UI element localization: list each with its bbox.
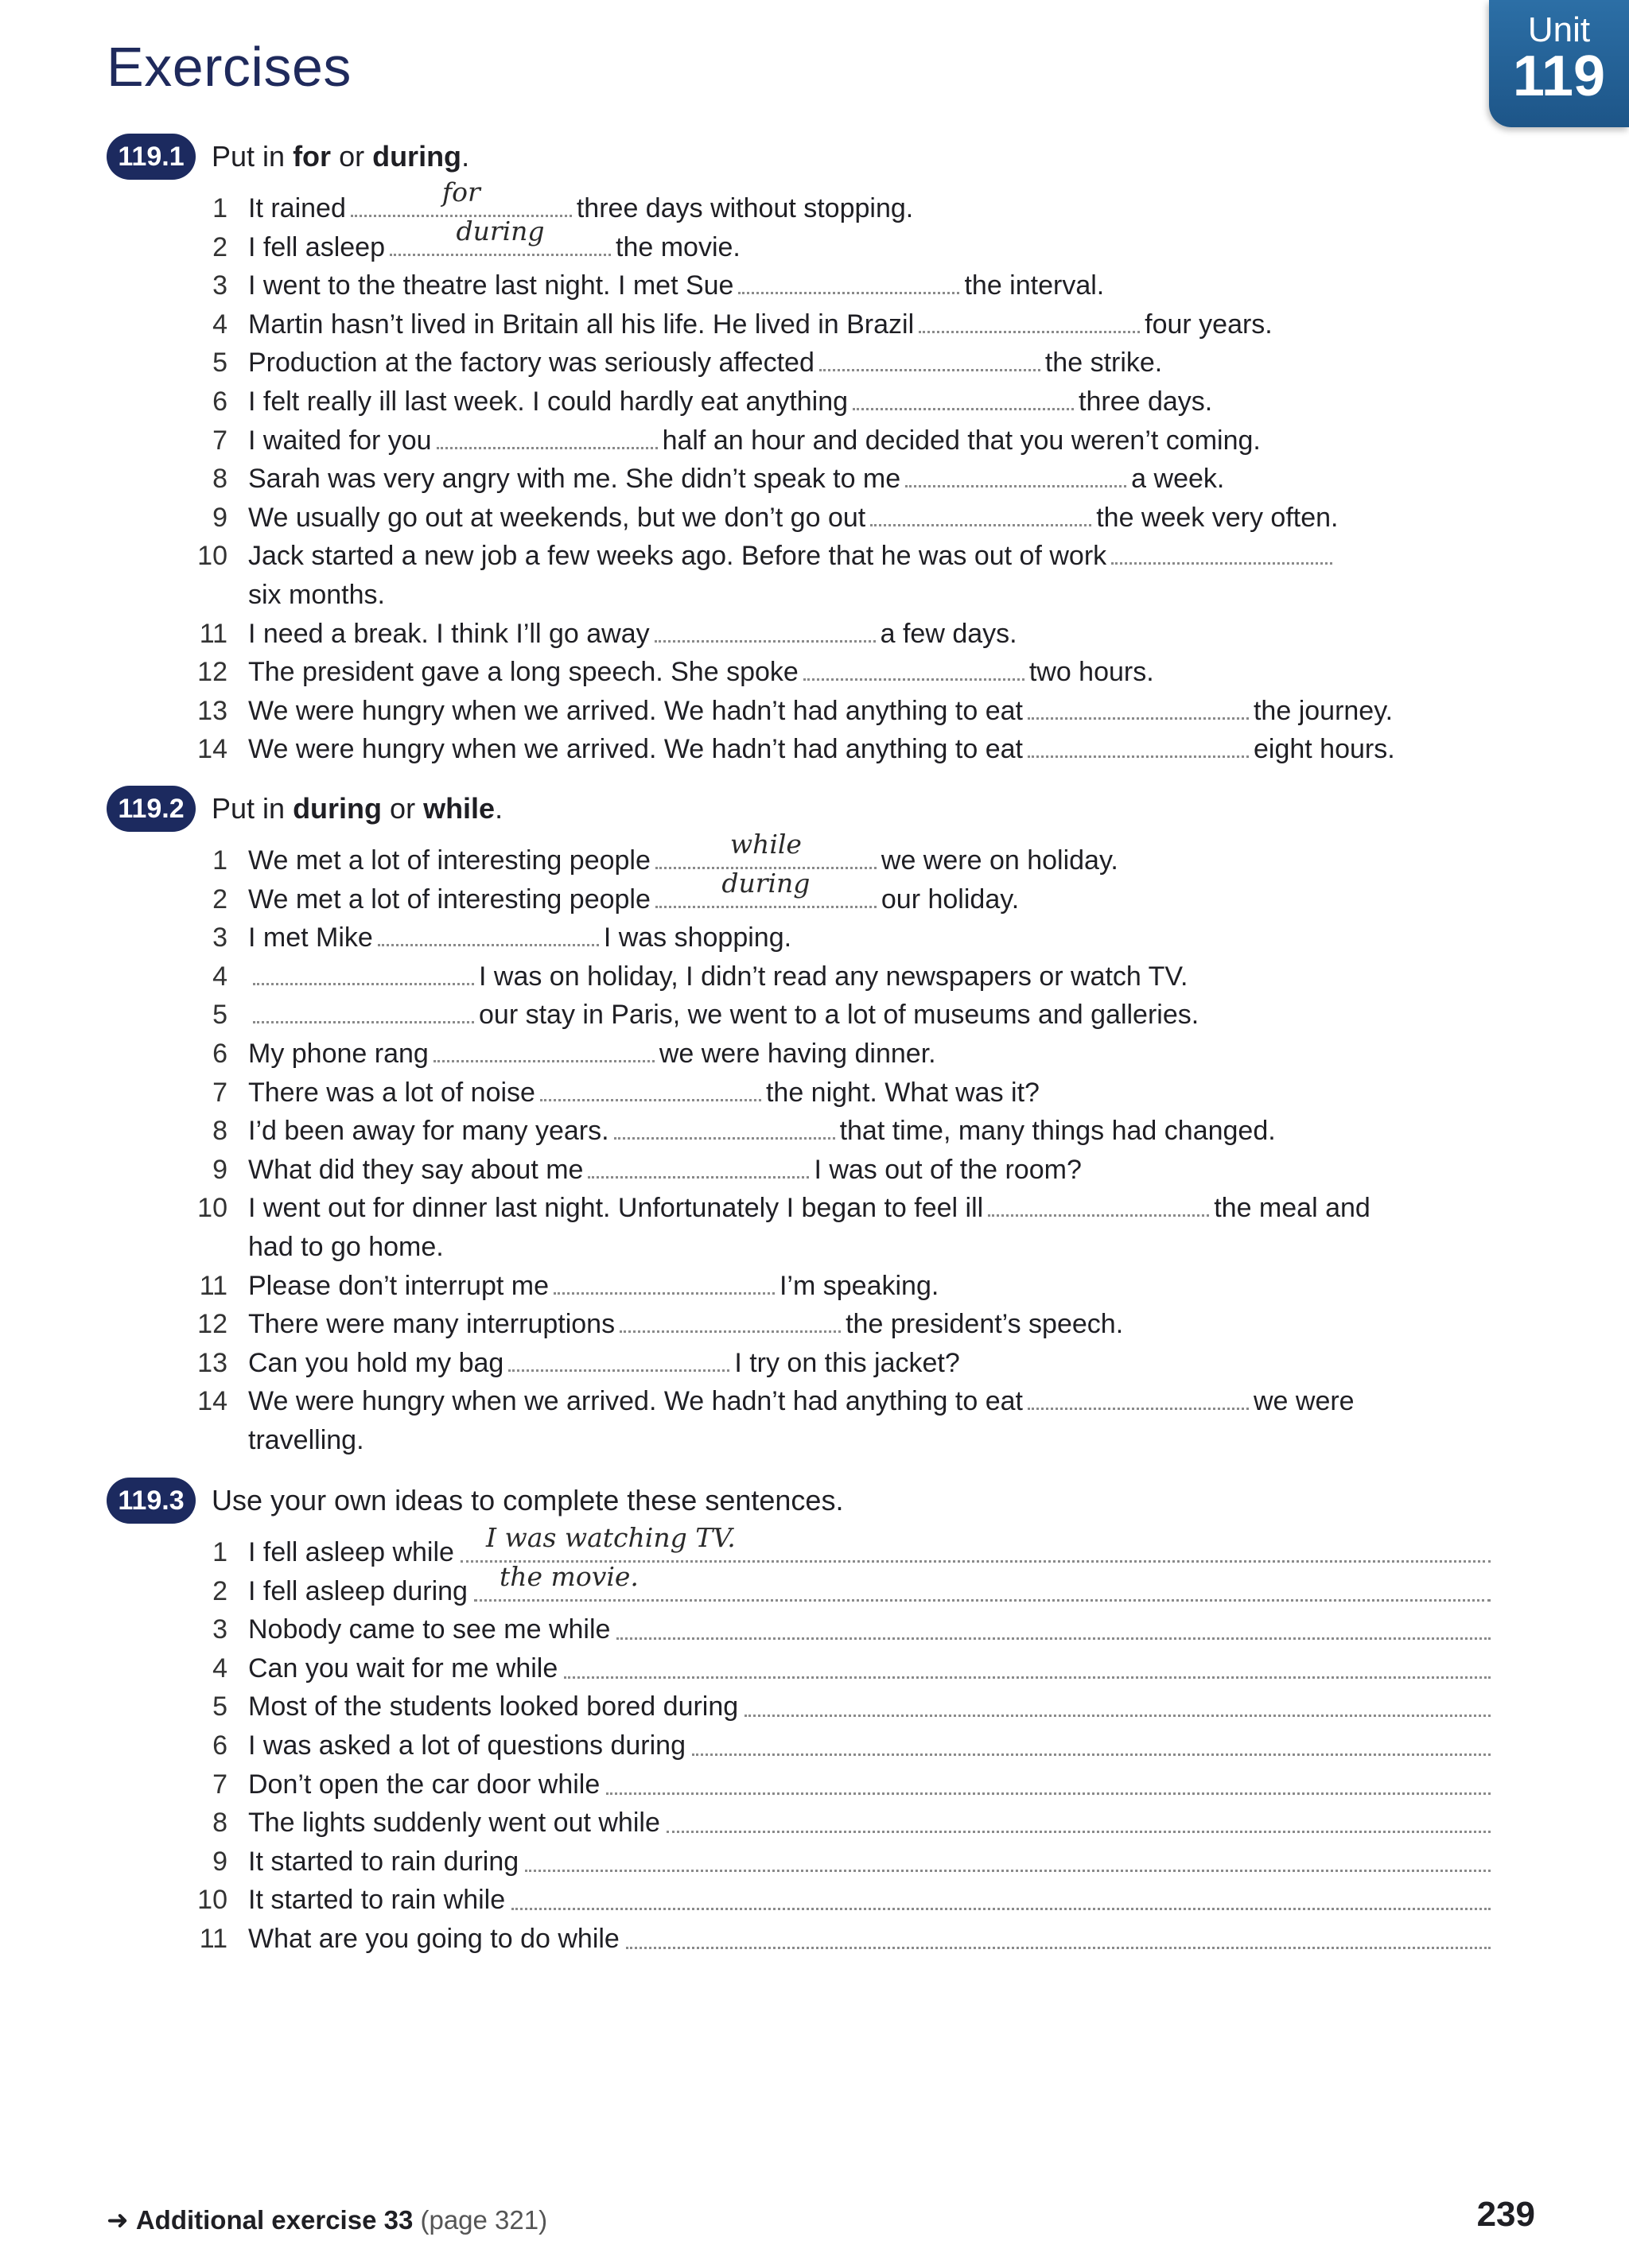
sentence-start: The president gave a long speech. She spoke xyxy=(248,657,799,688)
sentence-end: three days. xyxy=(1079,386,1213,417)
sentence-end: four years. xyxy=(1145,309,1273,340)
item-number: 13 xyxy=(197,1347,227,1378)
list-item xyxy=(107,1765,1491,1804)
sentence-start: I felt really ill last week. I could hardly eat anything xyxy=(248,386,849,417)
item-sentence xyxy=(248,996,1199,1034)
sentence-end: the president’s speech. xyxy=(846,1309,1124,1340)
answer-blank[interactable] xyxy=(508,1346,729,1372)
item-sentence xyxy=(248,1112,1276,1150)
item-sentence xyxy=(248,692,1393,730)
list-item xyxy=(107,1344,1491,1383)
item-sentence xyxy=(248,305,1273,344)
answer-line[interactable] xyxy=(511,1908,1491,1910)
sentence-start: The lights suddenly went out while xyxy=(248,1808,660,1839)
item-sentence xyxy=(248,1189,1370,1227)
list-item xyxy=(107,1112,1491,1151)
answer-blank[interactable] xyxy=(1111,538,1332,565)
answer-blank[interactable] xyxy=(870,500,1091,526)
exercise-instruction: Use your own ideas to complete these sentences. xyxy=(212,1484,844,1517)
sentence-start: We met a lot of interesting people xyxy=(248,884,651,915)
answer-blank[interactable] xyxy=(803,654,1024,681)
page-number: 239 xyxy=(1476,2195,1535,2234)
sentence-start: We usually go out at weekends, but we don’t go out xyxy=(248,502,866,533)
sentence-start: Nobody came to see me while xyxy=(248,1614,611,1645)
unit-label: Unit xyxy=(1527,10,1591,49)
item-sentence xyxy=(248,344,1162,382)
list-item xyxy=(107,1726,1491,1765)
item-sentence xyxy=(248,730,1395,768)
sentence-start: Can you hold my bag xyxy=(248,1347,504,1378)
sentence-end: half an hour and decided that you weren’t coming. xyxy=(662,425,1261,456)
sentence-start: Sarah was very angry with me. She didn’t speak to me xyxy=(248,464,901,495)
exercise-items xyxy=(107,1522,1491,1959)
list-item xyxy=(107,1035,1491,1074)
exercise-section-119-2 xyxy=(107,786,1491,1455)
item-sentence xyxy=(248,1305,1123,1343)
item-number: 14 xyxy=(197,734,227,765)
handwritten-answer: I was watching TV. xyxy=(486,1522,736,1553)
sentence-end: three days without stopping. xyxy=(576,193,914,223)
sentence-start: What did they say about me xyxy=(248,1154,584,1185)
answer-line[interactable] xyxy=(626,1947,1491,1949)
item-sentence xyxy=(248,1151,1082,1189)
item-number: 5 xyxy=(212,1691,227,1722)
handwritten-answer: the movie. xyxy=(500,1560,639,1592)
list-item xyxy=(107,867,1491,919)
sentence-end: I try on this jacket? xyxy=(734,1347,960,1378)
sentence-start: Can you wait for me while xyxy=(248,1652,558,1684)
sentence-end: we were on holiday. xyxy=(881,845,1118,876)
sentence-start: Production at the factory was seriously affected xyxy=(248,348,814,379)
sentence-end: I was on holiday, I didn’t read any newspapers or watch TV. xyxy=(479,961,1188,992)
list-item xyxy=(107,1804,1491,1843)
answer-blank[interactable] xyxy=(554,1268,775,1295)
answer-blank[interactable] xyxy=(819,345,1040,371)
answer-line[interactable] xyxy=(525,1870,1491,1872)
list-item xyxy=(107,1267,1491,1306)
list-item xyxy=(107,344,1491,383)
item-number: 10 xyxy=(197,1885,227,1916)
answer-line[interactable] xyxy=(616,1637,1491,1640)
list-item xyxy=(107,730,1491,769)
exercise-instruction: Put in during or while. xyxy=(212,792,503,825)
sentence-end: our holiday. xyxy=(881,884,1020,915)
item-number: 6 xyxy=(212,1038,227,1069)
answer-blank[interactable] xyxy=(853,384,1074,410)
list-item xyxy=(107,215,1491,267)
answer-blank[interactable] xyxy=(588,1152,809,1179)
sentence-start: I fell asleep while xyxy=(248,1537,454,1567)
sentence-start: It started to rain while xyxy=(248,1885,506,1916)
sentence-start: There was a lot of noise xyxy=(248,1077,535,1108)
sentence-start: My phone rang xyxy=(248,1038,429,1069)
list-item xyxy=(107,1920,1491,1959)
sentence-start: Most of the students looked bored during xyxy=(248,1691,739,1722)
sentence-start: We were hungry when we arrived. We hadn’t had anything to eat xyxy=(248,1386,1023,1417)
sentence-end: we were having dinner. xyxy=(659,1038,936,1069)
item-number: 9 xyxy=(212,1846,227,1877)
item-number: 1 xyxy=(212,1537,227,1567)
answer-line[interactable] xyxy=(474,1560,1491,1602)
item-number: 12 xyxy=(197,657,227,688)
sentence-start: I went to the theatre last night. I met Sue xyxy=(248,270,734,301)
item-number: 8 xyxy=(212,464,227,495)
item-number: 13 xyxy=(197,695,227,726)
item-number: 6 xyxy=(212,386,227,417)
answer-line[interactable] xyxy=(564,1676,1491,1679)
list-item xyxy=(107,1881,1491,1920)
sentence-end: I’m speaking. xyxy=(779,1270,939,1301)
answer-blank[interactable] xyxy=(655,867,877,908)
answer-blank[interactable] xyxy=(378,920,599,946)
item-sentence xyxy=(248,266,1104,305)
item-sentence xyxy=(248,615,1017,653)
list-item xyxy=(107,421,1491,460)
item-sentence xyxy=(248,1382,1355,1420)
answer-blank[interactable] xyxy=(253,959,474,985)
sentence-end: eight hours. xyxy=(1253,734,1395,765)
sentence-start: What are you going to do while xyxy=(248,1923,620,1954)
item-number: 4 xyxy=(212,309,227,340)
answer-blank[interactable] xyxy=(433,1036,655,1062)
sentence-start: I was asked a lot of questions during xyxy=(248,1730,686,1761)
item-number: 12 xyxy=(197,1309,227,1340)
handwritten-answer: during xyxy=(456,215,545,247)
item-number: 10 xyxy=(197,1193,227,1224)
sentence-start: Martin hasn’t lived in Britain all his life. He lived in Brazil xyxy=(248,309,915,340)
answer-blank[interactable] xyxy=(655,616,876,643)
item-number: 3 xyxy=(212,922,227,953)
item-number: 1 xyxy=(212,193,227,223)
item-sentence xyxy=(248,1035,936,1073)
sentence-start: Don’t open the car door while xyxy=(248,1769,601,1800)
list-item xyxy=(107,537,1491,614)
answer-blank[interactable] xyxy=(540,1075,761,1101)
list-item xyxy=(107,499,1491,538)
exercise-badge: 119.2 xyxy=(107,786,196,832)
sentence-end: the strike. xyxy=(1044,348,1163,379)
arrow-right-icon: ➜ xyxy=(107,2205,129,2235)
list-item xyxy=(107,1649,1491,1688)
sentence-end: I was out of the room? xyxy=(814,1154,1082,1185)
sentence-start: It rained xyxy=(248,193,346,223)
page-reference: (page 321) xyxy=(420,2205,548,2235)
answer-blank[interactable] xyxy=(738,268,959,294)
answer-blank[interactable] xyxy=(390,215,611,256)
sentence-end: the week very often. xyxy=(1096,502,1339,533)
item-sentence xyxy=(248,653,1154,691)
item-number: 11 xyxy=(199,1923,227,1954)
sentence-start: I’d been away for many years. xyxy=(248,1116,609,1147)
answer-blank[interactable] xyxy=(1028,732,1249,758)
page-title: Exercises xyxy=(107,36,352,98)
answer-line[interactable] xyxy=(692,1753,1491,1756)
list-item xyxy=(107,1610,1491,1649)
sentence-end: the journey. xyxy=(1253,695,1394,726)
sentence-start: I fell asleep during xyxy=(248,1575,468,1606)
item-sentence xyxy=(248,215,741,266)
item-number: 6 xyxy=(212,1730,227,1761)
link-text: Additional exercise 33 xyxy=(135,2205,414,2235)
answer-blank[interactable] xyxy=(1028,693,1249,720)
list-item xyxy=(107,383,1491,421)
exercise-badge: 119.1 xyxy=(107,134,196,180)
list-item xyxy=(107,692,1491,731)
list-item xyxy=(107,615,1491,654)
sentence-start: It started to rain during xyxy=(248,1846,519,1877)
answer-blank[interactable] xyxy=(919,307,1140,333)
item-number: 7 xyxy=(212,1769,227,1800)
answer-blank[interactable] xyxy=(905,461,1126,487)
sentence-continuation: six months. xyxy=(248,579,385,610)
item-sentence xyxy=(248,460,1224,498)
item-number: 11 xyxy=(199,618,227,649)
sentence-start: There were many interruptions xyxy=(248,1309,616,1340)
section-header xyxy=(107,134,1491,181)
item-sentence xyxy=(248,1074,1040,1112)
answer-blank[interactable] xyxy=(437,423,658,449)
item-sentence xyxy=(248,499,1339,537)
list-item xyxy=(107,177,1491,228)
item-number: 11 xyxy=(199,1270,227,1301)
item-number: 10 xyxy=(197,541,227,572)
item-number: 3 xyxy=(212,270,227,301)
exercise-items xyxy=(107,829,1491,1460)
answer-line[interactable] xyxy=(606,1792,1491,1795)
list-item xyxy=(107,1189,1491,1266)
item-number: 9 xyxy=(212,1154,227,1185)
list-item xyxy=(107,653,1491,692)
list-item xyxy=(107,1522,1491,1572)
answer-blank[interactable] xyxy=(253,997,474,1023)
sentence-end: the interval. xyxy=(964,270,1105,301)
list-item xyxy=(107,957,1491,996)
sentence-end: two hours. xyxy=(1028,657,1154,688)
item-sentence xyxy=(248,537,1337,575)
sentence-end: the meal and xyxy=(1214,1193,1370,1224)
item-number: 5 xyxy=(212,1000,227,1031)
item-sentence xyxy=(248,867,1020,918)
answer-line[interactable] xyxy=(745,1715,1491,1717)
section-header xyxy=(107,1478,1491,1525)
exercise-section-119-1 xyxy=(107,134,1491,765)
list-item xyxy=(107,1074,1491,1113)
item-sentence xyxy=(248,957,1188,996)
exercise-section-119-3 xyxy=(107,1478,1491,1954)
exercise-instruction: Put in for or during. xyxy=(212,140,470,173)
sentence-start: We met a lot of interesting people xyxy=(248,845,651,876)
item-number: 8 xyxy=(212,1116,227,1147)
sentence-continuation: travelling. xyxy=(248,1424,364,1455)
list-item xyxy=(107,1151,1491,1190)
sentence-start: I need a break. I think I’ll go away xyxy=(248,618,650,649)
item-number: 2 xyxy=(212,231,227,262)
sentence-end: we were xyxy=(1253,1386,1355,1417)
item-sentence xyxy=(248,383,1212,421)
item-number: 1 xyxy=(212,845,227,876)
exercise-items xyxy=(107,177,1491,769)
answer-blank[interactable] xyxy=(988,1190,1209,1217)
sentence-end: our stay in Paris, we went to a lot of museums and galleries. xyxy=(479,1000,1199,1031)
exercise-badge: 119.3 xyxy=(107,1478,196,1524)
handwritten-answer: during xyxy=(721,867,811,899)
sentence-end: the movie. xyxy=(616,231,741,262)
list-item xyxy=(107,1687,1491,1726)
handwritten-answer: for xyxy=(441,177,480,208)
answer-blank[interactable] xyxy=(614,1113,835,1140)
item-number: 9 xyxy=(212,502,227,533)
list-item xyxy=(107,305,1491,344)
sentence-end: I was shopping. xyxy=(603,922,792,953)
sentence-start: I fell asleep xyxy=(248,231,385,262)
sentence-start: We were hungry when we arrived. We hadn’t had anything to eat xyxy=(248,734,1023,765)
item-number: 4 xyxy=(212,961,227,992)
list-item xyxy=(107,1305,1491,1344)
sentence-start: I met Mike xyxy=(248,922,373,953)
item-number: 2 xyxy=(212,884,227,915)
item-number: 8 xyxy=(212,1808,227,1839)
list-item xyxy=(107,266,1491,305)
item-sentence xyxy=(248,1267,939,1305)
answer-blank[interactable] xyxy=(620,1307,841,1333)
item-number: 14 xyxy=(197,1386,227,1417)
sentence-start: Please don’t interrupt me xyxy=(248,1270,549,1301)
sentence-end: that time, many things had changed. xyxy=(839,1116,1276,1147)
item-number: 5 xyxy=(212,348,227,379)
list-item xyxy=(107,918,1491,957)
sentence-start: I went out for dinner last night. Unfortunately I began to feel ill xyxy=(248,1193,984,1224)
item-number: 7 xyxy=(212,1077,227,1108)
list-item xyxy=(107,1843,1491,1882)
unit-number: 119 xyxy=(1512,45,1606,108)
list-item xyxy=(107,1382,1491,1459)
sentence-start: We were hungry when we arrived. We hadn’t had anything to eat xyxy=(248,695,1023,726)
item-number: 3 xyxy=(212,1614,227,1645)
additional-exercise-link[interactable] xyxy=(107,2204,547,2235)
item-sentence xyxy=(248,1344,960,1382)
list-item xyxy=(107,1560,1491,1611)
unit-tab xyxy=(1489,0,1629,127)
sentence-start: I waited for you xyxy=(248,425,432,456)
sentence-end: a few days. xyxy=(880,618,1017,649)
handwritten-answer: while xyxy=(729,829,802,860)
item-number: 4 xyxy=(212,1652,227,1684)
answer-blank[interactable] xyxy=(1028,1384,1249,1410)
item-number: 7 xyxy=(212,425,227,456)
item-sentence xyxy=(248,918,791,957)
sentence-end: a week. xyxy=(1131,464,1225,495)
answer-line[interactable] xyxy=(667,1831,1491,1833)
list-item xyxy=(107,460,1491,499)
item-number: 2 xyxy=(212,1575,227,1606)
sentence-end: the night. What was it? xyxy=(765,1077,1040,1108)
list-item xyxy=(107,996,1491,1035)
sentence-start: Jack started a new job a few weeks ago. Before that he was out of work xyxy=(248,541,1107,572)
sentence-continuation: had to go home. xyxy=(248,1231,444,1262)
item-sentence xyxy=(248,421,1261,460)
